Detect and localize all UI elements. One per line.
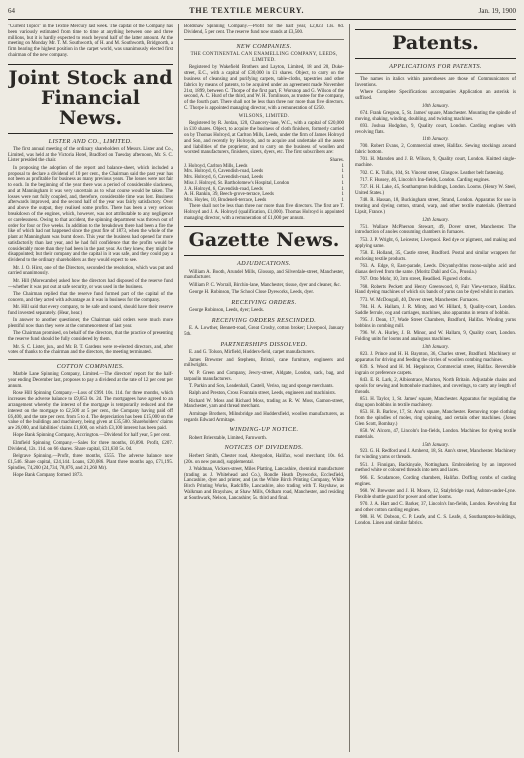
applications-heading: APPLICATIONS FOR PATENTS. bbox=[389, 62, 482, 70]
subscriber-shares: 1 bbox=[341, 163, 344, 169]
article-paragraph: Mr. S. C. Lister, jun., and Mr. B. T. Gardens were re-elected directors, and, after votes of thanks to the chairman and the directors, the meeting terminated. bbox=[8, 344, 173, 356]
gazette-entry: George H. Robinson, The School Close Dyeworks, Leeds, dyer. bbox=[189, 290, 314, 296]
article-paragraph: The first annual meeting of the ordinary shareholders of Messrs. Lister and Co., Limited, was held at the Victoria Hotel, Bradford on Tuesday afternoon, Mr. S. C. Lister presided the chair. bbox=[8, 146, 173, 164]
gazette-news-section-title: Gazette News. bbox=[184, 226, 344, 256]
gazette-entry: E. and G. Tolson, Mirfield, Hudders-field, carpet manufacturers. bbox=[189, 350, 316, 356]
partnerships-heading: PARTNERSHIPS DISSOLVED. bbox=[220, 340, 308, 348]
column-2 bbox=[179, 24, 350, 752]
gazette-entry: Herbert Smith, Chester road, Abergodon, Halifax, wool merchant; 10s. 6d. (20s. on new pound), supplemental. bbox=[184, 453, 344, 465]
patent-application-entry: 693. Joshua Hodgdon, 9, Quality court, London. Carding engines with revolving flats. bbox=[355, 123, 516, 135]
winding-up-list bbox=[184, 436, 344, 442]
receiving-orders-list bbox=[184, 308, 344, 314]
gazette-entry: Richard W. Moss and Richard Moss, trading as R. W. Moss, Gamon-street, Manchester, yarn and thread merchant. bbox=[184, 398, 344, 410]
company-body bbox=[184, 65, 344, 111]
patent-application-entry: 968. W. Brewster and J. H. Moore, 12, Stalybridge road, Ashton-under-Lyne. Flexible shuttle guard for power and other looms. bbox=[355, 488, 516, 500]
company-report: Marble Lane Spinning Company, Limited.—The directors' report for the half-year ending December last, proposes to pay a dividend at the rate of 12 per cent per annum. bbox=[8, 372, 173, 389]
patent-application-entry: 717. F. Hussey, 46, Lincoln's Inn-fields, London. Carding engines. bbox=[360, 177, 490, 183]
patents-intro: The names in italics within parentheses are those of Communicators of Inventions. bbox=[355, 77, 516, 89]
subscriber-shares: 1 bbox=[341, 180, 344, 186]
patent-application-entry: 758. E. Holland, 35, Castle street, Bradford. Postal and similar wrappers for enclosing textile products. bbox=[355, 250, 516, 262]
patent-applications bbox=[355, 104, 516, 527]
subscriber-name: J. Holroyd, Carlton Mills, Leeds bbox=[184, 163, 248, 169]
dividends-list bbox=[184, 454, 344, 502]
subscriber-shares: 1 bbox=[341, 175, 344, 181]
company-report: Belgrave Spinning.—Profit, three months, £555. The adverse balance now £1,546. Share capital, £24,144. Loans, £20,086. Plant three months ago, £71,195. Spindles, 74,200 (24,734, 78,876, and 21,260 Mr). bbox=[8, 453, 173, 471]
rescinded-list bbox=[184, 326, 344, 338]
patent-application-entry: 700. Robert Evans, 2, Commercial street, Halifax. Sewing stockings around fabric bottom. bbox=[355, 144, 516, 156]
company-heading: WILSONS, LIMITED. bbox=[238, 113, 290, 119]
gazette-entry: Robert Brierstable, Limited, Farnworth. bbox=[189, 435, 267, 441]
patent-date-heading: 11th January. bbox=[422, 137, 449, 143]
subscriber-shares: 1 bbox=[341, 169, 344, 175]
cotton-companies-body bbox=[8, 372, 173, 478]
gazette-entry: W. P. Green and Company, Jewry-street, Aldgate, London, sack, bag, and tarpaulin manufacturers. bbox=[184, 370, 344, 382]
patent-application-entry: 784. H. A. Hallam, J. R. Minty, and W. Hillard, 9, Quality-court, London. Saddle ferrule, cog and carriages, machines, also apparatus in return of bobbin. bbox=[355, 305, 516, 316]
patent-application-entry: 796. W. A. Hurley, J. B. Minor, and W. Hallam, 9, Quality court, London. Folding units for looms and analogous machines. bbox=[355, 331, 516, 343]
rescinded-heading: RECEIVING ORDERS RESCINDED. bbox=[211, 317, 317, 324]
page-number: 64 bbox=[8, 7, 15, 15]
continued-paragraph: "Current Topics" in the Textile Mercury last week. The capital of the Company has been variously estimated from time to time at anything between one and three millions, but it is hardly expected to reach beyond half of the latter amount. At the meeting on Monday Mr. T. M. Southworth, of H. and M. Southworth, Bridgnorth, a firm bearing the highest position in the carpet world, was unanimously elected first chairman of the new company. bbox=[8, 24, 173, 58]
gazette-entry: James Brewster and Stephens, Bristol, cane furniture, engineers and millwrights. bbox=[184, 357, 344, 369]
patent-date-heading: 12th January. bbox=[422, 217, 449, 223]
subscriber-shares: 1 bbox=[341, 198, 344, 204]
dividends-heading: NOTICES OF DIVIDENDS. bbox=[224, 444, 304, 452]
patent-application-entry: 748. R. Hassan, 18, Buckingham street, Strand, London. Apparatus for use in treating and dyeing cotton, strand, warp, and other textile materials. (Bertrand Lipsit, France.) bbox=[355, 198, 516, 216]
subscriber-name: Mrs. Holroyd, 6, Cavendish-road, Leeds bbox=[184, 175, 264, 181]
patent-date-heading: 10th January. bbox=[422, 103, 449, 109]
publication-title: THE TEXTILE MERCURY. bbox=[189, 6, 305, 15]
patent-application-entry: 843. E. R. Lark, 2, Albiontrace, Morton, North Britain. Adjustable chains and spools for sewing and buttonhole machines, and coverings, to carry any length of threads. bbox=[355, 378, 516, 395]
divider bbox=[8, 359, 173, 360]
patent-application-entry: 773. W. McDougall, 40, Dover street, Manchester. Furnaces. bbox=[360, 297, 479, 303]
adjudications-list bbox=[184, 270, 344, 296]
cotton-companies-heading: COTTON COMPANIES. bbox=[56, 363, 125, 371]
patent-application-entry: 966. E. Scudamore, Cording chambers, Halifax. Doffing combs of carding engines. bbox=[355, 475, 516, 487]
joint-stock-section-title: Joint Stock and Financial News. bbox=[8, 64, 173, 134]
subscriber-shares: 1 bbox=[341, 186, 344, 192]
subscriber-name: J. A. Holroyd, 6, Cavendish-road, Leeds bbox=[184, 186, 263, 192]
patents-section-title: Patents. bbox=[355, 29, 516, 59]
continued-paragraph: Boldshaw Spinning Company.—Profit for the half year, £2,823 13s. 8d. Dividend, 5 per cent. The reserve fund now stands at £3,500. bbox=[184, 24, 344, 35]
subscriber-list bbox=[184, 158, 344, 204]
patent-application-entry: 763. A. Edge, 8, East-parade, Leeds. Dicyanhydrins mono-sulpho acid and dianas derived from the same. (Moritz Dahl and Co., Prussia.) bbox=[355, 264, 516, 275]
gazette-entry: William A. Booth, Arundel Mills, Glossop, and Silverdale-street, Manchester, manufacturer. bbox=[184, 269, 344, 281]
patent-application-entry: 751. Wallace McPherson Stewart, 49, Dover street, Manchester. The introduction of anoles consuming chambers in furnaces. bbox=[355, 224, 516, 236]
patent-application-entry: 753. J. P. Wright, 6, Leicester, Liverpool. Red dye or pigment, and making and applying same. bbox=[355, 237, 516, 249]
gazette-entry: Ralph and Preston, Cross Fountain street, Leeds, engineers and machinists. bbox=[189, 391, 336, 397]
patent-application-entry: 702. C. K. Tullis, 104, St. Vincent street, Glasgow. Leather belt fastening. bbox=[360, 170, 505, 176]
patent-application-entry: 988. H. W. Dobson, C. P. Leafe, and C. S. Leafe, 4, Southampton-buildings, London. Linen and similar fabrics. bbox=[355, 515, 516, 527]
divider bbox=[184, 39, 344, 40]
company-report: Elmfield Spinning Company.—Sales for three months, £6,890. Profit, £207. Dividend, 12s. 11d. on 66 shares. Share capital, £31,630 5s. 0d. bbox=[8, 440, 173, 452]
article-paragraph: Mr. Hill said that every company, to be safe and sound, should have their reserve fund invested separately. (Hear, hear.) bbox=[8, 305, 173, 316]
gazette-entry: Armitage Brothers, Milnsbridge and Huddersfield, woollen manufacturers, as regards Edward Armitage. bbox=[184, 411, 344, 423]
column-1 bbox=[8, 24, 179, 752]
partnerships-list bbox=[184, 350, 344, 423]
patent-application-entry: 674. Frank Gregson, 5, St. James' square, Manchester. Mounting the spindle of moving, shaking, winding, doubling, and twisting machines. bbox=[355, 110, 516, 122]
patent-application-entry: 923. G. H. Redford and J. Amherst, 18, St. Ann's street, Manchester. Machinery for winding yarns or threads. bbox=[355, 449, 516, 461]
company-closing-paragraph: There shall not be less than three nor more than five directors. The first are T. Holroyd and J. A. Holroyd (qualification, £1,000). Thomas Holroyd is appointed managing director, with a remuneration of £1,000 per annum. bbox=[184, 204, 344, 221]
page-header bbox=[8, 6, 516, 20]
patent-application-entry: 853. H. B. Barlow, 17, St. Ann's square, Manchester. Removing rope clothing from the spindles of moles, ring spinning, and certain other machines. (Jones Glen Scott, Bombay.) bbox=[355, 410, 516, 427]
company-report: Rose Hill Spinning Company.—Loss of £991 10s. 11d. for three months, which increases the adverse balance to £9,853 0s. 2d. The mortgagees have agreed to an arrangement whereby the interest of the mortgage is temporarily reduced and the interest on the mortgage to £2,500 at 5 per cent., the Company having paid off £6,400, and the rate per cent. from 5 to 4. The depreciation has been £15,000 on the value of the buildings and machinery, being given at £35,500. Shareholders' claims are 26,000, and liabilities' claims £1,600, on which £3,100 interest has been paid. bbox=[8, 391, 173, 432]
article-paragraph: Registered by Wakefield Brothers and Layton, Limited, 18 and 20, Duke-street, E.C., with a capital of £30,000 in £1 shares. Object, to carry on the business of cleansing and purifying carpets, table-cloths, tapestries and other fabrics by means of patents, to be acquired under an agreement made November 21st, 1899, between C. Thorpe of the first part, F. Worsnop and G. Wilson of the second, A. C. Hurd of the third, and W. H. Tomlinson, as trustee for the company, of the fourth part. There shall not be less than three nor more than five directors. C. Thorpe is appointed managing director, with a remuneration of £250. bbox=[184, 65, 344, 111]
patent-application-entry: 839. S. Wood and H. M. Heppincot, Commercial street, Halifax. Reversible ingrain or preference carpets. bbox=[355, 364, 516, 376]
subscriber-name: Miss J. Holroyd, St. Bartholomew's Hospital, London bbox=[184, 180, 290, 186]
subscriber-name: Mrs. Holroyd, 6, Cavendish-road, Leeds bbox=[184, 169, 264, 175]
patent-application-entry: 737. H. H. Lake, 45, Southampton buildings, London. Looms. (Henry W. Steel, United States.) bbox=[355, 185, 516, 197]
gazette-entry: William P. C. Worrall, Birchin-lane, Manchester, tissue, dyer and cleaner, &c. bbox=[189, 282, 341, 288]
gazette-entry: T. Parkin and Son, Leadenhall, Castell, Veriso, rag and sponge merchants. bbox=[189, 383, 334, 389]
patent-date-heading: 15th January. bbox=[422, 442, 449, 448]
patent-application-entry: 768. Roberts Peckett and Henry Greenwood, 8, Fair View-terrace, Halifax. Hand dyeing machines of which six bands of yarns can be dyed whilst in motion. bbox=[355, 284, 516, 296]
lister-article-heading: LISTER AND CO., LIMITED. bbox=[48, 137, 133, 145]
patent-application-entry: 951. J. Finnigan, Backinyale, Nottingham. Embroidering by an improved method white or coloured threads into nets and laces. bbox=[355, 462, 516, 474]
company-heading: THE CONTINENTAL CAN ENAMELLING COMPANY, LEEDS, LIMITED. bbox=[190, 51, 338, 63]
patent-application-entry: 767. Otto Mohr, 10, 3rrn street, Beadlied. Figured cloths. bbox=[360, 277, 472, 283]
patent-date-heading: 13th January. bbox=[422, 345, 449, 350]
winding-up-heading: WINDING-UP NOTICE. bbox=[229, 426, 299, 434]
patents-intro-2: Where Complete Specifications accompanies Application an asterisk is suffixed. bbox=[355, 90, 516, 102]
patent-application-entry: 851. H. Taylor, 1, St. James' square, Manchester. Apparatus for regulating the drag upon bobbins in textile machinery. bbox=[355, 397, 516, 408]
patent-application-entry: 970. J. A. Hart and C. Barker, 37, Lincoln's Inn-fields, London. Revolving flat and other cotton carding engines. bbox=[355, 502, 516, 513]
article-paragraph: Registered by R. Jordan, 120, Chancery-lane, W.C., with a capital of £20,000 in £10 shares. Object, to acquire the business of cloth finishers, formerly carried on by Thomas Holroyd, at Carlton Mills, Leeds, under the firm of James Holroyd and Son, and recently by Holroyds, and to acquire and undertake all the assets and liabilities of the proprietor, and to carry on the business of woollen and worsted manufacturers, finishers, sizers, dyers, etc. The first subscribers are: bbox=[184, 121, 344, 156]
gazette-entry: J. Waldman, Vickers-street, Miles Platting, Lancashire, chemical manufacturer (trading as J. Whitehead and Co.), Rondle Heath Dyeworks, Ecclesfield, Lancashire, dyer and printer, and (as the White Birch Printing Company, White Birch Printing Works, Radcliffe, Lancashire, also trading with T. Rayshaw, as Walkman and Brayshaw, at Shaw Mills, Oldham road, Manchester, and residing at Southwark, Nelson, Lancashire; 5s. third and final. bbox=[184, 466, 344, 501]
subscriber-name: Mrs. Hoyles, 10, Brudenell-terrace, Leeds bbox=[184, 198, 267, 204]
company-report: Hope Bank Company formed 1873. bbox=[13, 472, 83, 478]
new-companies-heading: NEW COMPANIES. bbox=[236, 42, 292, 50]
lister-article-body bbox=[8, 147, 173, 356]
patent-application-entry: 701. H. Marsden and J. B. Wilson, 9, Quality court, London. Knitted single-machine. bbox=[355, 157, 516, 169]
article-paragraph: The Chairman promised, on behalf of the directors, that the practice of presenting the reserve fund should be fully considered by them. bbox=[8, 331, 173, 343]
issue-date: Jan. 19, 1900 bbox=[478, 7, 516, 15]
article-paragraph: Mr. J. O. Hirst, one of the Directors, seconded the resolution, which was put and carried unanimously. bbox=[8, 265, 173, 277]
subscriber-list-header: Shares. bbox=[329, 157, 344, 163]
subscriber-name: A. H. Rankin, 39, Beech-grove-terrace, Leeds bbox=[184, 192, 274, 198]
receiving-orders-heading: RECEIVING ORDERS. bbox=[231, 298, 297, 306]
article-paragraph: In proposing the adoption of the report and balance-sheet, which included a proposal to declare a dividend of 10 per cent., the Chairman said the past year has not been as profitable for business as many previous years. The losses were not fair to each. In the beginning of the year there was a period of considerable slackness, and at Manningham it was very uncertain as to what course would be taken. The losses were not fully coupled, and, therefore, considerable time was lost. Business afterwards improved, and the second half of the year was fairly satisfactory. Over and above the output, they realised some profits. There has been a very serious breakdown of the engines, which, however, was not attributable to any negligence or carelessness. Owing to that accident, the spinning department was thrown out of order for four or five weeks. In addition to the breakdown there had been a fire the like of which had not happened since the great fire of 1873, when the whole of the plant at Manningham was burnt down. This year the business had opened far more satisfactorily than last year, and he had full confidence that the profits would be considerably more than they had been in the past year. As they knew, they might be disappointed; but their company and the capital in it was safe, and they could pay a dividend to the ordinary shareholders as they would expect to see. bbox=[8, 165, 173, 264]
gazette-entry: George Robinson, Leeds, dyer; Leeds. bbox=[189, 308, 265, 314]
company-report: Hope Bank Spinning Company, Accrington.—Dividend for half year, 5 per cent. bbox=[13, 433, 171, 439]
article-paragraph: In answer to another questioner, the Chairman said orders were much more plentiful now than they were at the commencement of last year. bbox=[8, 318, 173, 330]
column-3 bbox=[350, 24, 516, 752]
article-paragraph: The Chairman replied that the reserve fund formed part of the capital of the concern, and they acted with advantage as it was in business for the company. bbox=[8, 291, 173, 303]
patent-application-entry: 795. J. Dean, 17, Wade Street Chambers, Bradford, Halifax. Winding yarns bobbins in combing mill. bbox=[355, 318, 516, 330]
gazette-entry: E. A. Lowther, Bennett-road, Great Crosby, cotton broker; Liverpool, January 5th. bbox=[184, 326, 344, 338]
subscriber-shares: 1 bbox=[341, 192, 344, 198]
article-paragraph: Mr. Hill (Morecambe) asked how the directors had disposed of the reserve fund—whether it was put out at safe security, or was used in the business. bbox=[8, 278, 173, 290]
patent-application-entry: 823. J. Prince and H. H. Baynton, 36, Charles street, Bradford. Machinery or apparatus for driving and feeding the circles of woollen combing machines. bbox=[355, 351, 516, 363]
patent-application-entry: 858. W. Alcorn, 47, Lincoln's Inn-fields, London. Machines for dyeing textile materials. bbox=[355, 429, 516, 440]
company-body bbox=[184, 121, 344, 156]
divider bbox=[355, 73, 516, 74]
adjudications-heading: ADJUDICATIONS. bbox=[236, 260, 291, 268]
